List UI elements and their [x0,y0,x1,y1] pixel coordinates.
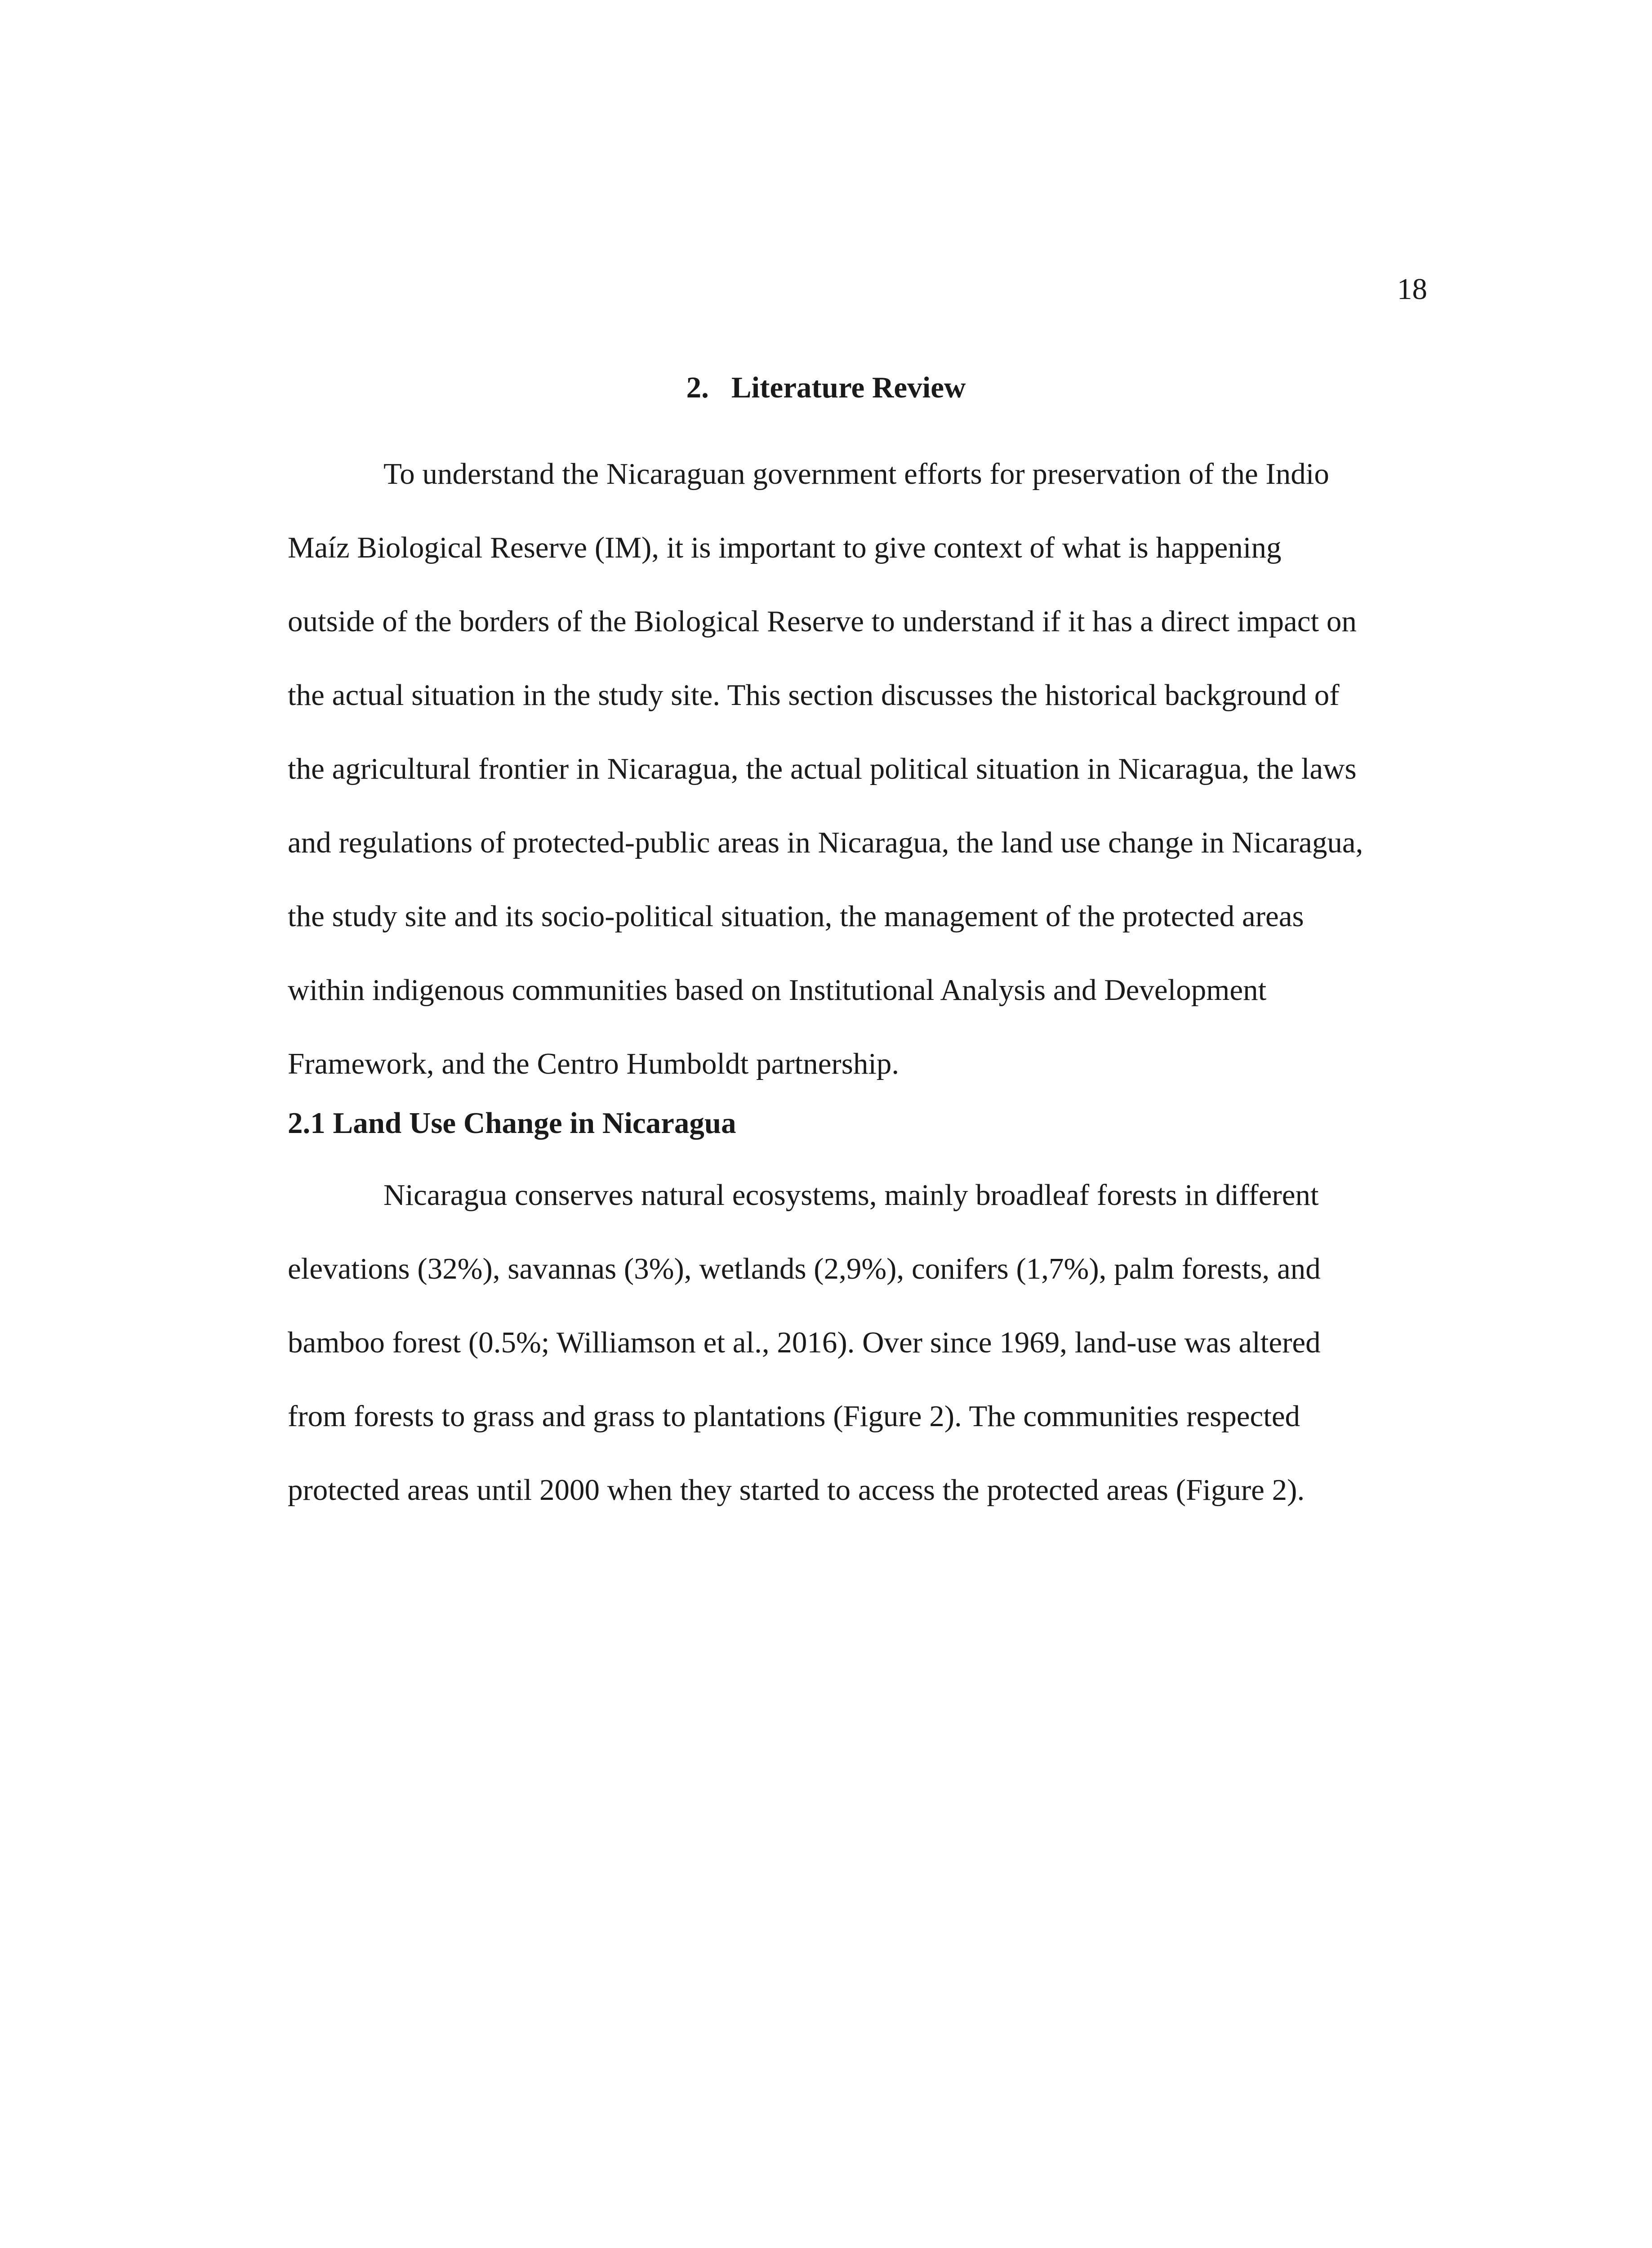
paragraph-line: elevations (32%), savannas (3%), wetlands (2,9%), conifers (1,7%), palm forests, and [288,1252,1321,1285]
paragraph-line: Nicaragua conserves natural ecosystems, mainly broadleaf forests in different [383,1178,1319,1212]
section-heading [0,370,1652,406]
paragraph-line: Framework, and the Centro Humboldt partnership. [288,1047,899,1080]
paragraph-line: the actual situation in the study site. This section discusses the historical background of [288,678,1340,712]
intro-paragraph [288,437,1429,1101]
paragraph-line: bamboo forest (0.5%; Williamson et al., 2016). Over since 1969, land-use was altered [288,1326,1321,1359]
paragraph-line: protected areas until 2000 when they started to access the protected areas (Figure 2). [288,1473,1305,1507]
page-number: 18 [1397,272,1427,306]
paragraph-line: from forests to grass and grass to plantations (Figure 2). The communities respected [288,1400,1300,1433]
land-use-paragraph [288,1158,1429,1527]
subsection-heading: 2.1 Land Use Change in Nicaragua [288,1106,736,1140]
section-number: 2. [686,371,709,404]
paragraph-line: within indigenous communities based on Institutional Analysis and Development [288,973,1267,1007]
paragraph-line: the study site and its socio-political situation, the management of the protected areas [288,900,1304,933]
paragraph-line: and regulations of protected-public areas in Nicaragua, the land use change in Nicaragua, [288,826,1363,859]
paragraph-line: To understand the Nicaraguan government efforts for preservation of the Indio [383,457,1329,491]
section-title-text: Literature Review [731,371,966,404]
paragraph-line: Maíz Biological Reserve (IM), it is important to give context of what is happening [288,531,1282,564]
paragraph-line: outside of the borders of the Biological Reserve to understand if it has a direct impact on [288,605,1357,638]
paragraph-line: the agricultural frontier in Nicaragua, the actual political situation in Nicaragua, the laws [288,752,1357,785]
